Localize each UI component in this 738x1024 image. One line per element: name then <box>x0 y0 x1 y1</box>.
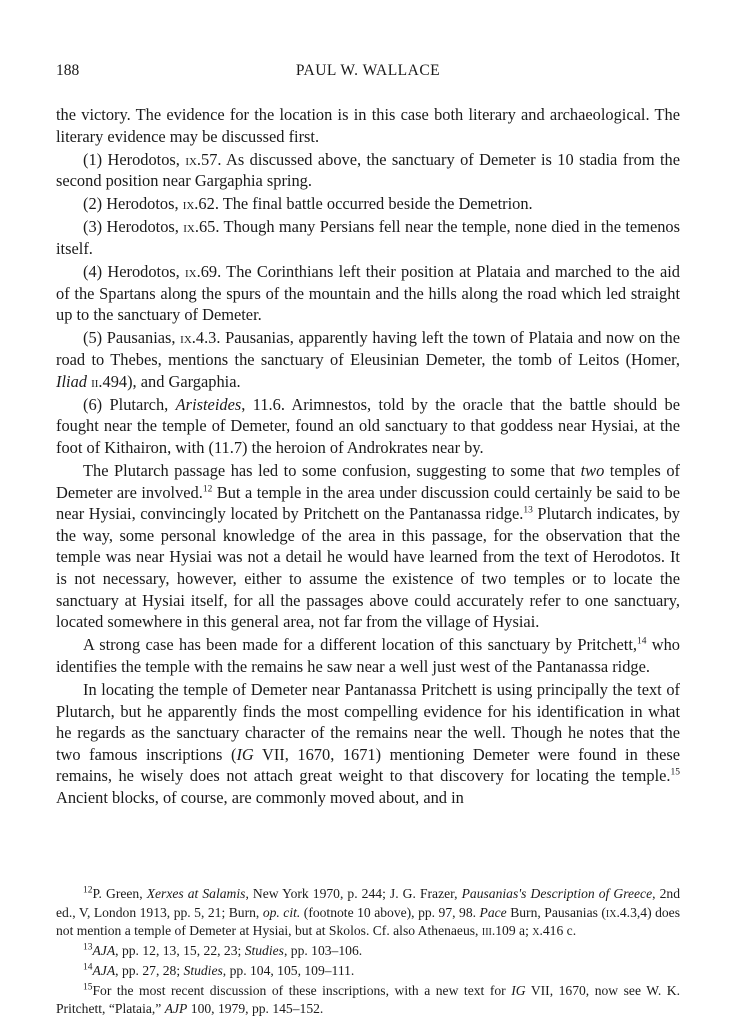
footnotes <box>56 885 680 1020</box>
footnote-15: $^{15}$For the most recent discussion of these inscriptions, with a new text for IG VII, 1670, now see W. K. Pritchett, “Plataia,” AJP 100, 1979, pp. 145–152. <box>56 981 680 1017</box>
source-item-2: (2) Herodotos, ix.62. The final battle occurred beside the Demetrion. <box>83 194 533 214</box>
source-item-1: (1) Herodotos, ix.57. As discussed above, the sanctuary of Demeter is 10 stadia from the second position near Gargaphia spring. <box>56 149 681 191</box>
paragraph: The Plutarch passage has led to some confusion, suggesting to some that two temples of Demeter are involved.$^{12}$ But a temple in the area under discussion could certainly be said to be near Hysiai, convincingly located by Pritchett on the Pantanassa ridge.$^{13}$ Plutarch indicates, by the way, some personal knowledge of the area in this passage, for the observation that the temple was near Hysiai was not a detail he would have learned from the text of Herodotos. It is not necessary, however, either to assume the existence of two temples or to locate the sanctuary at Hysiai itself, for all the passages above could accurately refer to one sanctuary, located somewhere in this general area, not far from the village of Hysiai. <box>56 461 680 632</box>
paragraph: A strong case has been made for a different location of this sanctuary by Pritchett,$^{14}$ who identifies the temple with the remains he saw near a well just west of the Pantanassa ridge. <box>56 635 681 676</box>
footnote-ref[interactable]: 13 <box>523 505 533 516</box>
footnote-13: $^{13}$AJA, pp. 12, 13, 15, 22, 23; Studies, pp. 103–106. <box>83 942 363 959</box>
paragraph: In locating the temple of Demeter near Pantanassa Pritchett is using principally the text of Plutarch, but he apparently finds the most compelling evidence for his identification in what he regards as the sanctuary character of the remains near the well. Though he notes that the two famous inscriptions (IG VII, 1670, 1671) mentioning Demeter were found in these remains, he wisely does not attach great weight to that discovery for locating the temple.$^{15}$ Ancient blocks, of course, are commonly moved about, and in <box>56 679 680 807</box>
body-text <box>56 104 680 809</box>
paragraph: the victory. The evidence for the location is in this case both literary and archaeological. The literary evidence may be discussed first. <box>56 105 680 146</box>
footnote-14: $^{14}$AJA, pp. 27, 28; Studies, pp. 104, 105, 109–111. <box>83 962 355 978</box>
footnote-12: $^{12}$P. Green, Xerxes at Salamis, New York 1970, p. 244; J. G. Frazer, Pausanias's Description of Greece, 2nd ed., V, London 1913, pp. 5, 21; Burn, op. cit. (footnote 10 above), pp. 97, 98. Pace Burn, Pausanias (ix.4.3,4) does not mention a temple of Demeter at Hysiai, but at Skolos. Cf. also Athenaeus, iii.109 a; x.416 c. <box>56 885 680 939</box>
page-header <box>56 62 680 88</box>
footnote-ref[interactable]: 12 <box>202 484 213 495</box>
source-item-6: (6) Plutarch, Aristeides, 11.6. Arimnestos, told by the oracle that the battle should be fought near the temple of Demeter, found an old sanctuary to that goddess near Hysiai, at the foot of Kithairon, with (11.7) the heroion of Androkrates near by. <box>56 394 680 457</box>
running-head: PAUL W. WALLACE <box>295 62 441 79</box>
footnote-ref[interactable]: 14 <box>636 636 647 647</box>
source-item-5: (5) Pausanias, ix.4.3. Pausanias, apparently having left the town of Plataia and now on the road to Thebes, mentions the sanctuary of Eleusinian Demeter, the tomb of Leitos (Homer, Iliad ii.494), and Gargaphia. <box>56 328 680 391</box>
page <box>56 62 681 1017</box>
source-item-4: (4) Herodotos, ix.69. The Corinthians left their position at Plataia and marched to the aid of the Spartans along the spurs of the mountain and the hills along the road which led straight up to the sanctuary of Demeter. <box>56 262 680 325</box>
source-item-3: (3) Herodotos, ix.65. Though many Persians fell near the temple, none died in the temenos itself. <box>56 217 680 259</box>
page-number: 188 <box>56 62 80 79</box>
footnote-ref[interactable]: 15 <box>670 767 680 778</box>
